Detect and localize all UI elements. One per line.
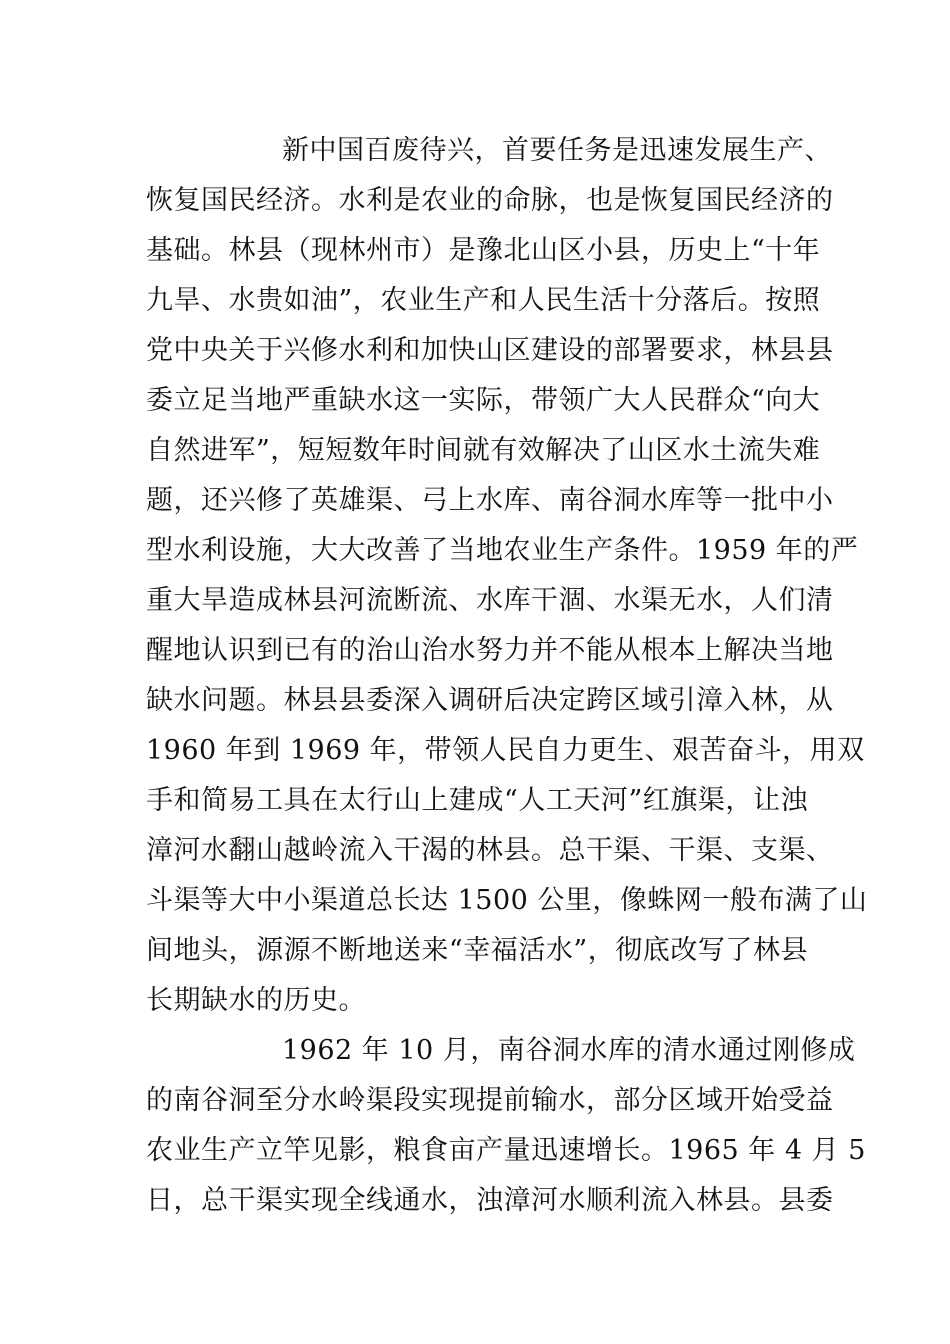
text-line: 漳河水翻山越岭流入干渴的林县。总干渠、干渠、支渠、 [146, 835, 834, 866]
text-line: 重大旱造成林县河流断流、水库干涸、水渠无水，人们清 [146, 585, 834, 616]
text-line: 斗渠等大中小渠道总长达 1500 公里，像蛛网一般布满了山 [146, 885, 868, 916]
text-line: 九旱、水贵如油”，农业生产和人民生活十分落后。按照 [146, 285, 821, 316]
text-line: 1962 年 10 月，南谷洞水库的清水通过刚修成 [282, 1035, 856, 1066]
text-line: 题，还兴修了英雄渠、弓上水库、南谷洞水库等一批中小 [146, 485, 834, 516]
text-line: 党中央关于兴修水利和加快山区建设的部署要求，林县县 [146, 335, 834, 366]
text-line: 基础。林县（现林州市）是豫北山区小县，历史上“十年 [146, 235, 821, 266]
text-line: 醒地认识到已有的治山治水努力并不能从根本上解决当地 [146, 635, 834, 666]
text-line: 缺水问题。林县县委深入调研后决定跨区域引漳入林，从 [146, 685, 834, 716]
text-line: 1960 年到 1969 年，带领人民自力更生、艰苦奋斗，用双 [146, 735, 865, 766]
text-line: 型水利设施，大大改善了当地农业生产条件。1959 年的严 [146, 535, 859, 566]
text-line: 的南谷洞至分水岭渠段实现提前输水，部分区域开始受益 [146, 1085, 834, 1116]
text-line: 自然进军”，短短数年时间就有效解决了山区水土流失难 [146, 435, 821, 466]
text-line: 日，总干渠实现全线通水，浊漳河水顺利流入林县。县委 [146, 1185, 834, 1216]
text-line: 新中国百废待兴，首要任务是迅速发展生产、 [282, 135, 832, 166]
text-line: 手和简易工具在太行山上建成“人工天河”红旗渠，让浊 [146, 785, 808, 816]
text-line: 恢复国民经济。水利是农业的命脉，也是恢复国民经济的 [146, 185, 834, 216]
text-line: 间地头，源源不断地送来“幸福活水”，彻底改写了林县 [146, 935, 808, 966]
text-line: 农业生产立竿见影，粮食亩产量迅速增长。1965 年 4 月 5 [146, 1135, 866, 1166]
text-line: 委立足当地严重缺水这一实际，带领广大人民群众“向大 [146, 385, 821, 416]
text-line: 长期缺水的历史。 [146, 985, 366, 1016]
